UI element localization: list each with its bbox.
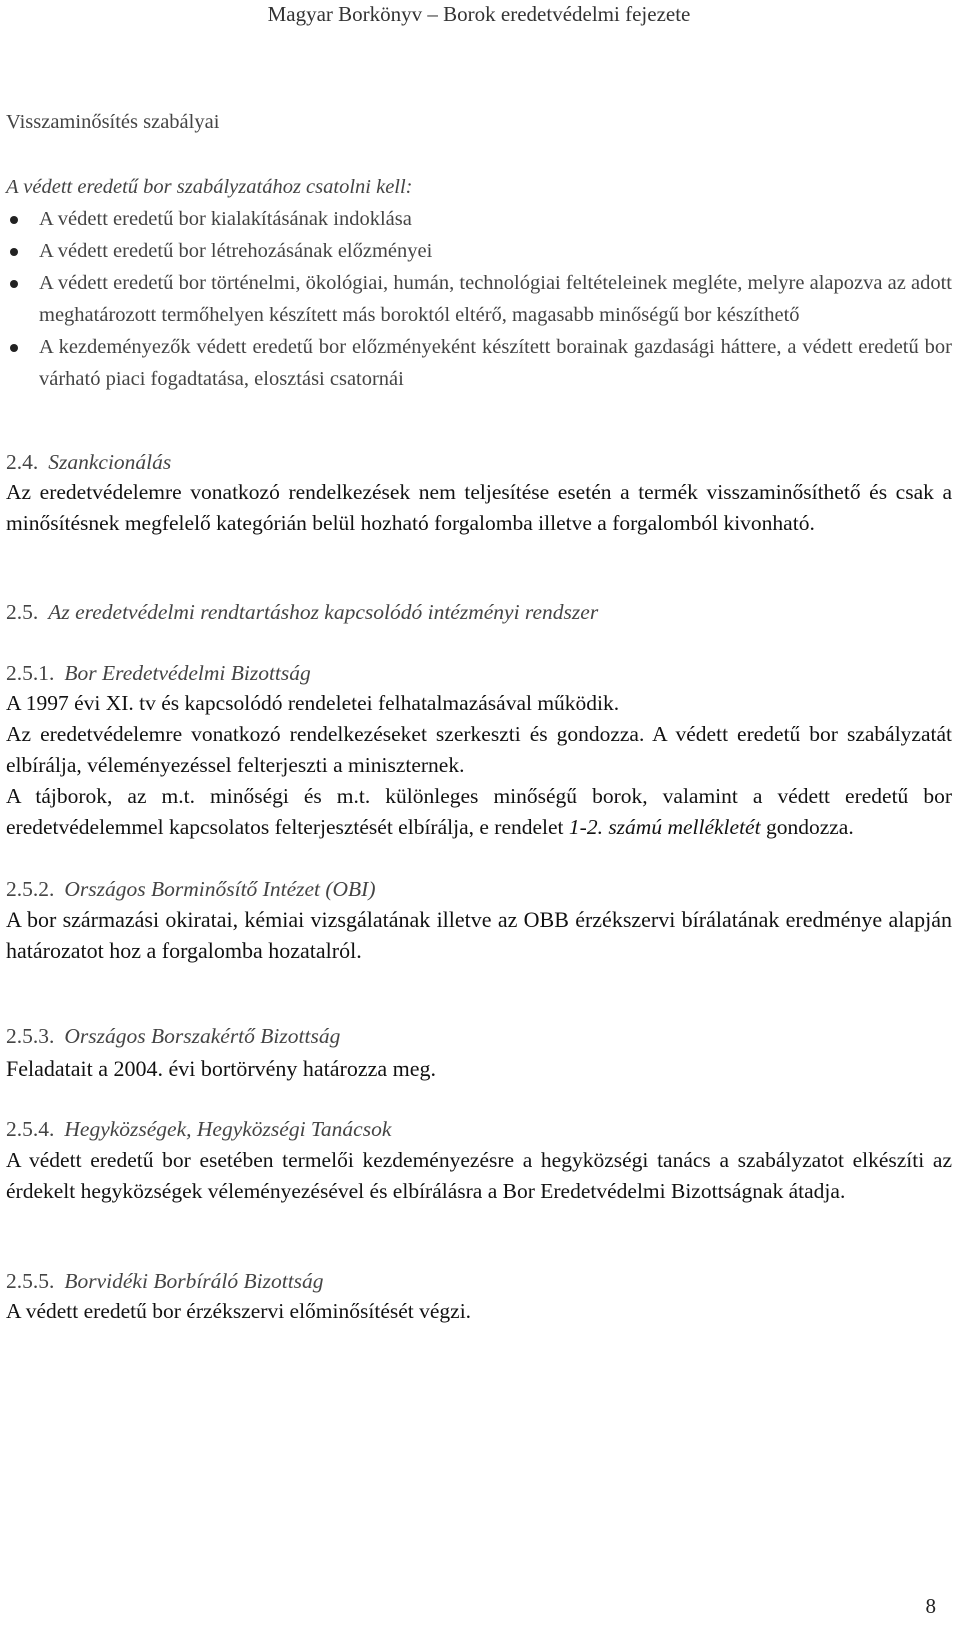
section-2-4-heading: 2.4. Szankcionálás — [6, 450, 172, 474]
section-2-5-1-p2: Az eredetvédelemre vonatkozó rendelkezéseket szerkeszti és gondozza. A védett eredetű bor szabályzatát elbírálja, véleményezéssel felterjeszti a miniszternek. — [6, 722, 952, 777]
section-2-5-2-heading: 2.5.2. Országos Borminősítő Intézet (OBI) — [6, 877, 376, 901]
bullet-icon — [10, 216, 18, 224]
list-item: A kezdeményezők védett eredetű bor előzményeként készített borainak gazdasági háttere, a védett eredetű bor várható piaci fogadtatása, elosztási csatornái — [6, 331, 952, 395]
section-2-5-1-heading: 2.5.1. Bor Eredetvédelmi Bizottság — [6, 661, 311, 685]
section-2-5-4-heading: 2.5.4. Hegyközségek, Hegyközségi Tanácsok — [6, 1117, 392, 1141]
section-2-5-3-text: Feladatait a 2004. évi bortörvény határozza meg. — [6, 1056, 437, 1081]
section-2-5-5-text: A védett eredetű bor érzékszervi előminősítését végzi. — [6, 1299, 472, 1323]
page-number: 8 — [925, 1594, 936, 1618]
running-header: Magyar Borkönyv – Borok eredetvédelmi fejezete — [267, 2, 691, 26]
bullet-icon — [10, 344, 18, 352]
document-page — [6, 0, 954, 1626]
bullet-icon — [10, 280, 18, 288]
section-2-5-heading: 2.5. Az eredetvédelmi rendtartáshoz kapcsolódó intézményi rendszer — [6, 600, 599, 624]
section-2-5-3-heading: 2.5.3. Országos Borszakértő Bizottság — [6, 1024, 341, 1048]
list-item: A védett eredetű bor történelmi, ökológiai, humán, technológiai feltételeinek megléte, melyre alapozva az adott meghatározott termőhelyen készített más boroktól eltérő, magasabb minőségű bor készíthető — [6, 267, 952, 331]
attachments-list — [6, 203, 952, 395]
section-2-5-1-p3: A tájborok, az m.t. minőségi és m.t. különleges minőségű borok, valamint a védett eredetű bor eredetvédelemmel kapcsolatos felterjesztését elbírálja, e rendelet 1-2. számú mellékletét gondozza. — [6, 784, 952, 839]
section-2-5-4-text: A védett eredetű bor esetében termelői kezdeményezésre a hegyközségi tanács a szabályzatot elkészíti az érdekelt hegyközségek véleményezésével és elbírálásra a Bor Eredetvédelmi Bizottságnak átadja. — [6, 1148, 952, 1203]
attachments-intro: A védett eredetű bor szabályzatához csatolni kell: — [6, 176, 413, 198]
list-item: A védett eredetű bor létrehozásának előzményei — [6, 235, 952, 267]
bullet-icon — [10, 248, 18, 256]
section-2-5-2-text: A bor származási okiratai, kémiai vizsgálatának illetve az OBB érzékszervi bírálatának eredménye alapján határozatot hoz a forgalomba hozatalról. — [6, 907, 952, 963]
section-2-5-5-heading: 2.5.5. Borvidéki Borbíráló Bizottság — [6, 1269, 324, 1293]
section-2-5-1-p1: A 1997 évi XI. tv és kapcsolódó rendeletei felhatalmazásával működik. — [6, 691, 620, 715]
section-2-4-text: Az eredetvédelemre vonatkozó rendelkezések nem teljesítése esetén a termék visszaminősíthető és csak a minősítésnek megfelelő kategórián belül hozható forgalomba illetve a forgalomból kivonható. — [6, 480, 952, 535]
list-item: A védett eredetű bor kialakításának indoklása — [6, 203, 952, 235]
reclassification-title: Visszaminősítés szabályai — [6, 111, 220, 133]
